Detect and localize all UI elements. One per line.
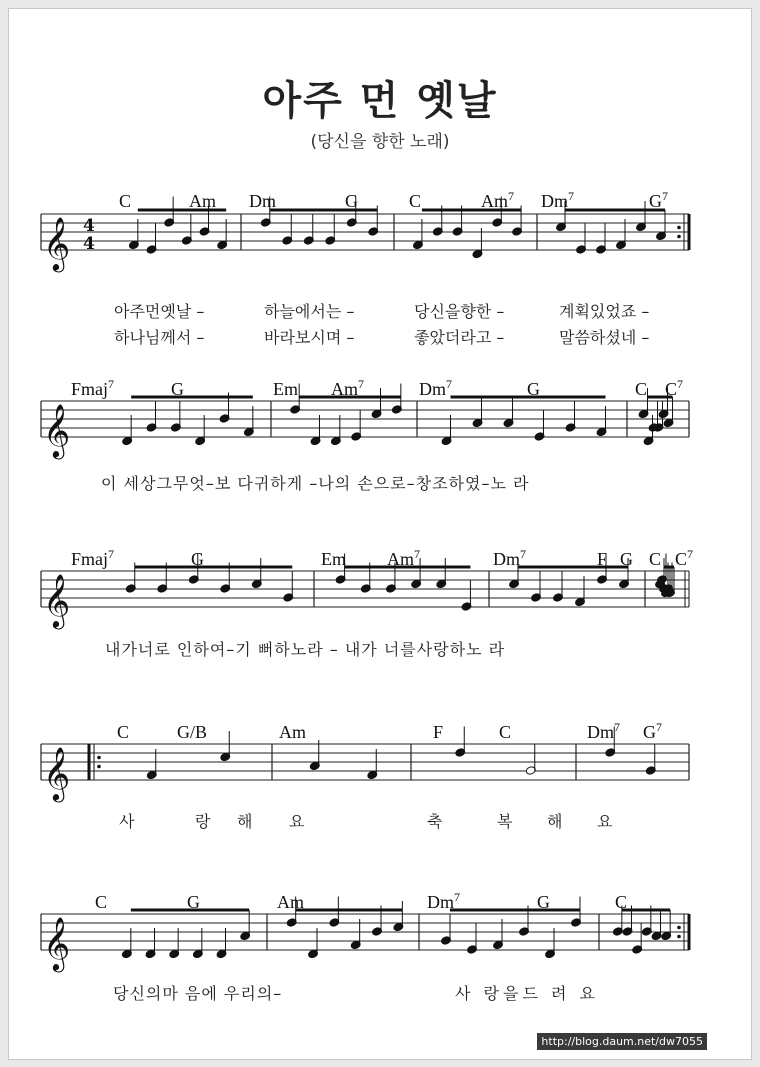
chord-symbol: C	[409, 191, 422, 211]
repeat-dot	[97, 756, 101, 760]
chord-symbol: G	[187, 892, 200, 912]
lyric-syllable: 랑	[195, 812, 211, 831]
chord-symbol: F	[433, 722, 444, 742]
treble-clef: 𝄞	[43, 573, 71, 627]
chord-symbol: G	[345, 191, 358, 211]
chord-symbol: C	[119, 191, 132, 211]
lyric-phrase: 계획있었죠 –	[559, 302, 650, 321]
chord-symbol: C	[95, 892, 108, 912]
chord-symbol: C	[615, 892, 628, 912]
chord-symbol: Am	[189, 191, 216, 211]
chord-symbol: G	[537, 892, 550, 912]
lyric-syllable: 해	[547, 812, 563, 831]
repeat-dot	[97, 765, 101, 769]
chord-symbol: C	[635, 379, 648, 399]
repeat-dot	[677, 235, 681, 239]
time-signature-bottom: 4	[83, 234, 95, 254]
chord-symbol: C	[117, 722, 130, 742]
chord-symbol: G	[620, 549, 633, 569]
chord-symbol: F	[597, 549, 608, 569]
chord-symbol: Fmaj$^7$	[71, 377, 115, 399]
treble-clef: 𝄞	[43, 746, 71, 800]
chord-symbol: Em	[321, 549, 346, 569]
chord-symbol: C	[649, 549, 662, 569]
chord-symbol: Dm$^7$	[493, 547, 526, 569]
chord-symbol: C	[499, 722, 512, 742]
chord-symbol: Am	[279, 722, 306, 742]
chord-symbol: G/B	[177, 722, 208, 742]
song-subtitle: (당신을 향한 노래)	[310, 132, 450, 152]
chord-symbol: Dm$^7$	[419, 377, 452, 399]
treble-clef: 𝄞	[43, 916, 71, 970]
treble-clef: 𝄞	[43, 403, 71, 457]
chord-symbol: G	[527, 379, 540, 399]
chord-symbol: Em	[273, 379, 298, 399]
score	[9, 9, 751, 1059]
repeat-dot	[677, 935, 681, 939]
lyric-syllable: 사	[119, 812, 135, 831]
lyric-phrase: 아주먼옛날 –	[114, 302, 205, 321]
lyric-phrase: 사 랑을드 려 요	[455, 984, 599, 1003]
chord-symbol: Fmaj$^7$	[71, 547, 115, 569]
lyric-phrase: 바라보시며 –	[264, 328, 355, 347]
time-signature-top: 4	[83, 216, 95, 236]
chord-symbol: $G^7$	[643, 720, 662, 742]
chord-symbol: $C^7$	[675, 547, 694, 569]
lyric-syllable: 해	[237, 812, 253, 831]
chord-symbol: $G^7$	[649, 189, 668, 211]
chord-symbol: G	[191, 549, 204, 569]
chord-symbol: Am$^7$	[387, 547, 420, 569]
chord-symbol: $C^7$	[665, 377, 684, 399]
lyric-syllable: 축	[427, 812, 443, 831]
chord-symbol: Dm$^7$	[541, 189, 574, 211]
lyric-line: 내가너로 인하여–기 뻐하노라 – 내가 너를사랑하노 라	[105, 640, 506, 659]
lyric-phrase: 하늘에서는 –	[264, 302, 355, 321]
repeat-dot	[677, 226, 681, 230]
lyric-phrase: 좋았더라고 –	[414, 328, 505, 347]
chord-symbol: Am	[277, 892, 304, 912]
chord-symbol: Dm$^7$	[587, 720, 620, 742]
chord-symbol: Am$^7$	[331, 377, 364, 399]
lyric-phrase: 당신의마 음에 우리의–	[113, 984, 283, 1003]
repeat-dot	[677, 926, 681, 930]
sheet-music-page	[8, 8, 752, 1060]
chord-symbol: G	[171, 379, 184, 399]
lyric-syllable: 요	[597, 812, 613, 831]
chord-symbol: Dm	[249, 191, 276, 211]
song-title: 아주 먼 옛날	[262, 78, 498, 124]
lyric-syllable: 요	[289, 812, 305, 831]
chord-symbol: Am$^7$	[481, 189, 514, 211]
lyric-phrase: 당신을향한 –	[414, 302, 505, 321]
blog-watermark: http://blog.daum.net/dw7055	[537, 1033, 707, 1050]
lyric-syllable: 복	[497, 812, 513, 831]
chord-symbol: Dm$^7$	[427, 890, 460, 912]
lyric-phrase: 하나님께서 –	[114, 328, 205, 347]
treble-clef: 𝄞	[43, 216, 71, 270]
lyric-line: 이 세상그무엇–보 다귀하게 –나의 손으로–창조하였–노 라	[101, 474, 530, 493]
lyric-phrase: 말씀하셨네 –	[559, 328, 650, 347]
